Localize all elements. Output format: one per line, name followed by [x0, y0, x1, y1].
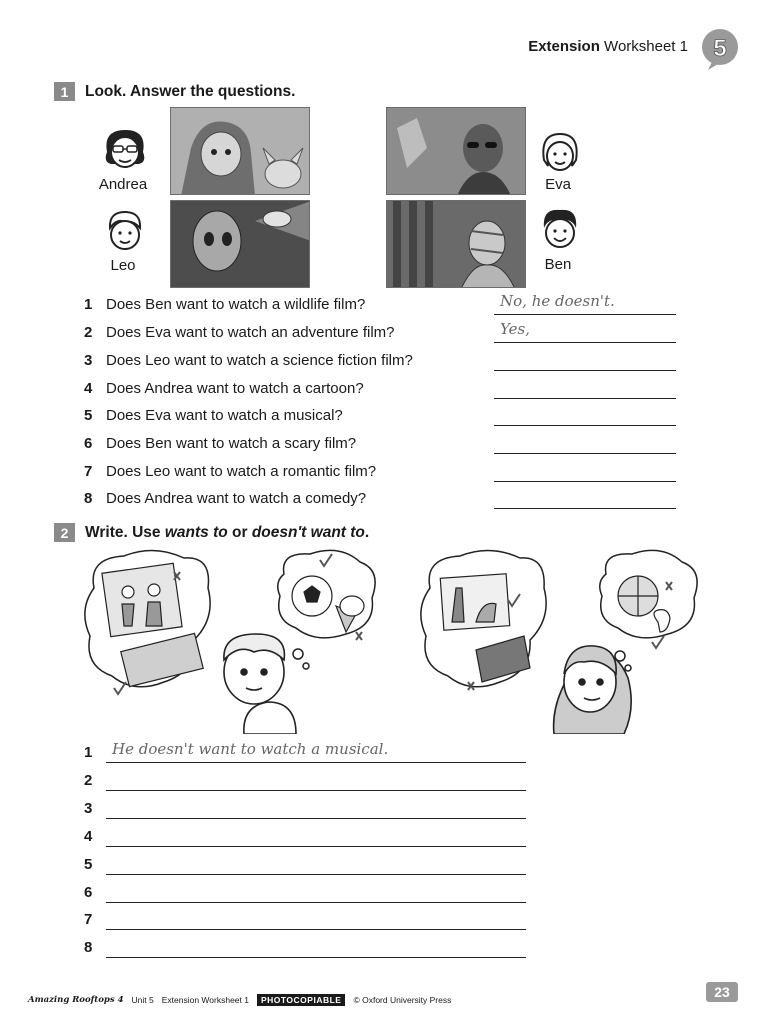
film-picture-scary [386, 200, 526, 288]
andrea-face-icon [95, 124, 155, 184]
page-number: 23 [706, 982, 738, 1002]
film-picture-cartoon [170, 107, 310, 195]
svg-text:5: 5 [713, 35, 727, 62]
writing-row: 2 [84, 772, 544, 796]
question-row: 3 Does Leo want to watch a science fiction film? [84, 352, 684, 376]
film-picture-science-fiction [170, 200, 310, 288]
writing-row: 8 [84, 939, 544, 963]
writing-line [106, 790, 526, 791]
writing-row: 4 [84, 828, 544, 852]
exercise-1-number: 1 [54, 82, 75, 101]
answer-line [494, 481, 676, 482]
question-row: 6 Does Ben want to watch a scary film? [84, 435, 684, 459]
writing-row: 1 He doesn't want to watch a musical. [84, 744, 544, 768]
answer-line [494, 370, 676, 371]
writing-line [106, 902, 526, 903]
exercise-1-heading [54, 82, 295, 101]
exercise-2-number: 2 [54, 523, 75, 542]
character-name-eva: Eva [545, 176, 571, 193]
writing-line [106, 818, 526, 819]
writing-line [106, 957, 526, 958]
series-title: Amazing Rooftops 4 [28, 995, 124, 1005]
footer-unit: Unit 5 [131, 995, 154, 1005]
writing-line [106, 762, 526, 763]
exercise-1-instruction: Look. Answer the questions. [85, 82, 296, 100]
writing-field[interactable]: He doesn't want to watch a musical. [112, 740, 389, 758]
answer-field[interactable]: Yes, [500, 320, 530, 338]
question-row: 1 Does Ben want to watch a wildlife film? No, he doesn't. [84, 296, 684, 320]
thought-bubbles-illustration [84, 548, 720, 734]
answer-line [494, 453, 676, 454]
answer-field[interactable]: No, he doesn't. [500, 292, 615, 310]
writing-line [106, 929, 526, 930]
character-name-andrea: Andrea [98, 176, 148, 193]
answer-line [494, 398, 676, 399]
question-row: 5 Does Eva want to watch a musical? [84, 407, 684, 431]
worksheet-title: Extension Worksheet 1 [528, 38, 688, 55]
footer-worksheet: Extension Worksheet 1 [161, 995, 249, 1005]
unit-badge-icon [698, 26, 742, 70]
question-row: 4 Does Andrea want to watch a cartoon? [84, 380, 684, 404]
publisher-credit: © Oxford University Press [353, 995, 452, 1005]
writing-line [106, 846, 526, 847]
film-picture-adventure [386, 107, 526, 195]
writing-row: 5 [84, 856, 544, 880]
photocopiable-badge: PHOTOCOPIABLE [257, 994, 346, 1006]
writing-line [106, 874, 526, 875]
leo-face-icon [95, 204, 155, 264]
character-name-ben: Ben [544, 256, 572, 273]
answer-line [494, 425, 676, 426]
page-footer [28, 994, 451, 1006]
writing-row: 3 [84, 800, 544, 824]
character-name-leo: Leo [110, 257, 136, 274]
ben-face-icon [530, 202, 590, 262]
question-row: 2 Does Eva want to watch an adventure film? Yes, [84, 324, 684, 348]
answer-line [494, 314, 676, 315]
answer-line [494, 342, 676, 343]
question-row: 7 Does Leo want to watch a romantic film? [84, 463, 684, 487]
exercise-2-heading: 2 Write. Use wants to or doesn't want to . [54, 523, 369, 542]
question-row: 8 Does Andrea want to watch a comedy? [84, 490, 684, 514]
writing-row: 7 [84, 911, 544, 935]
writing-row: 6 [84, 884, 544, 908]
answer-line [494, 508, 676, 509]
